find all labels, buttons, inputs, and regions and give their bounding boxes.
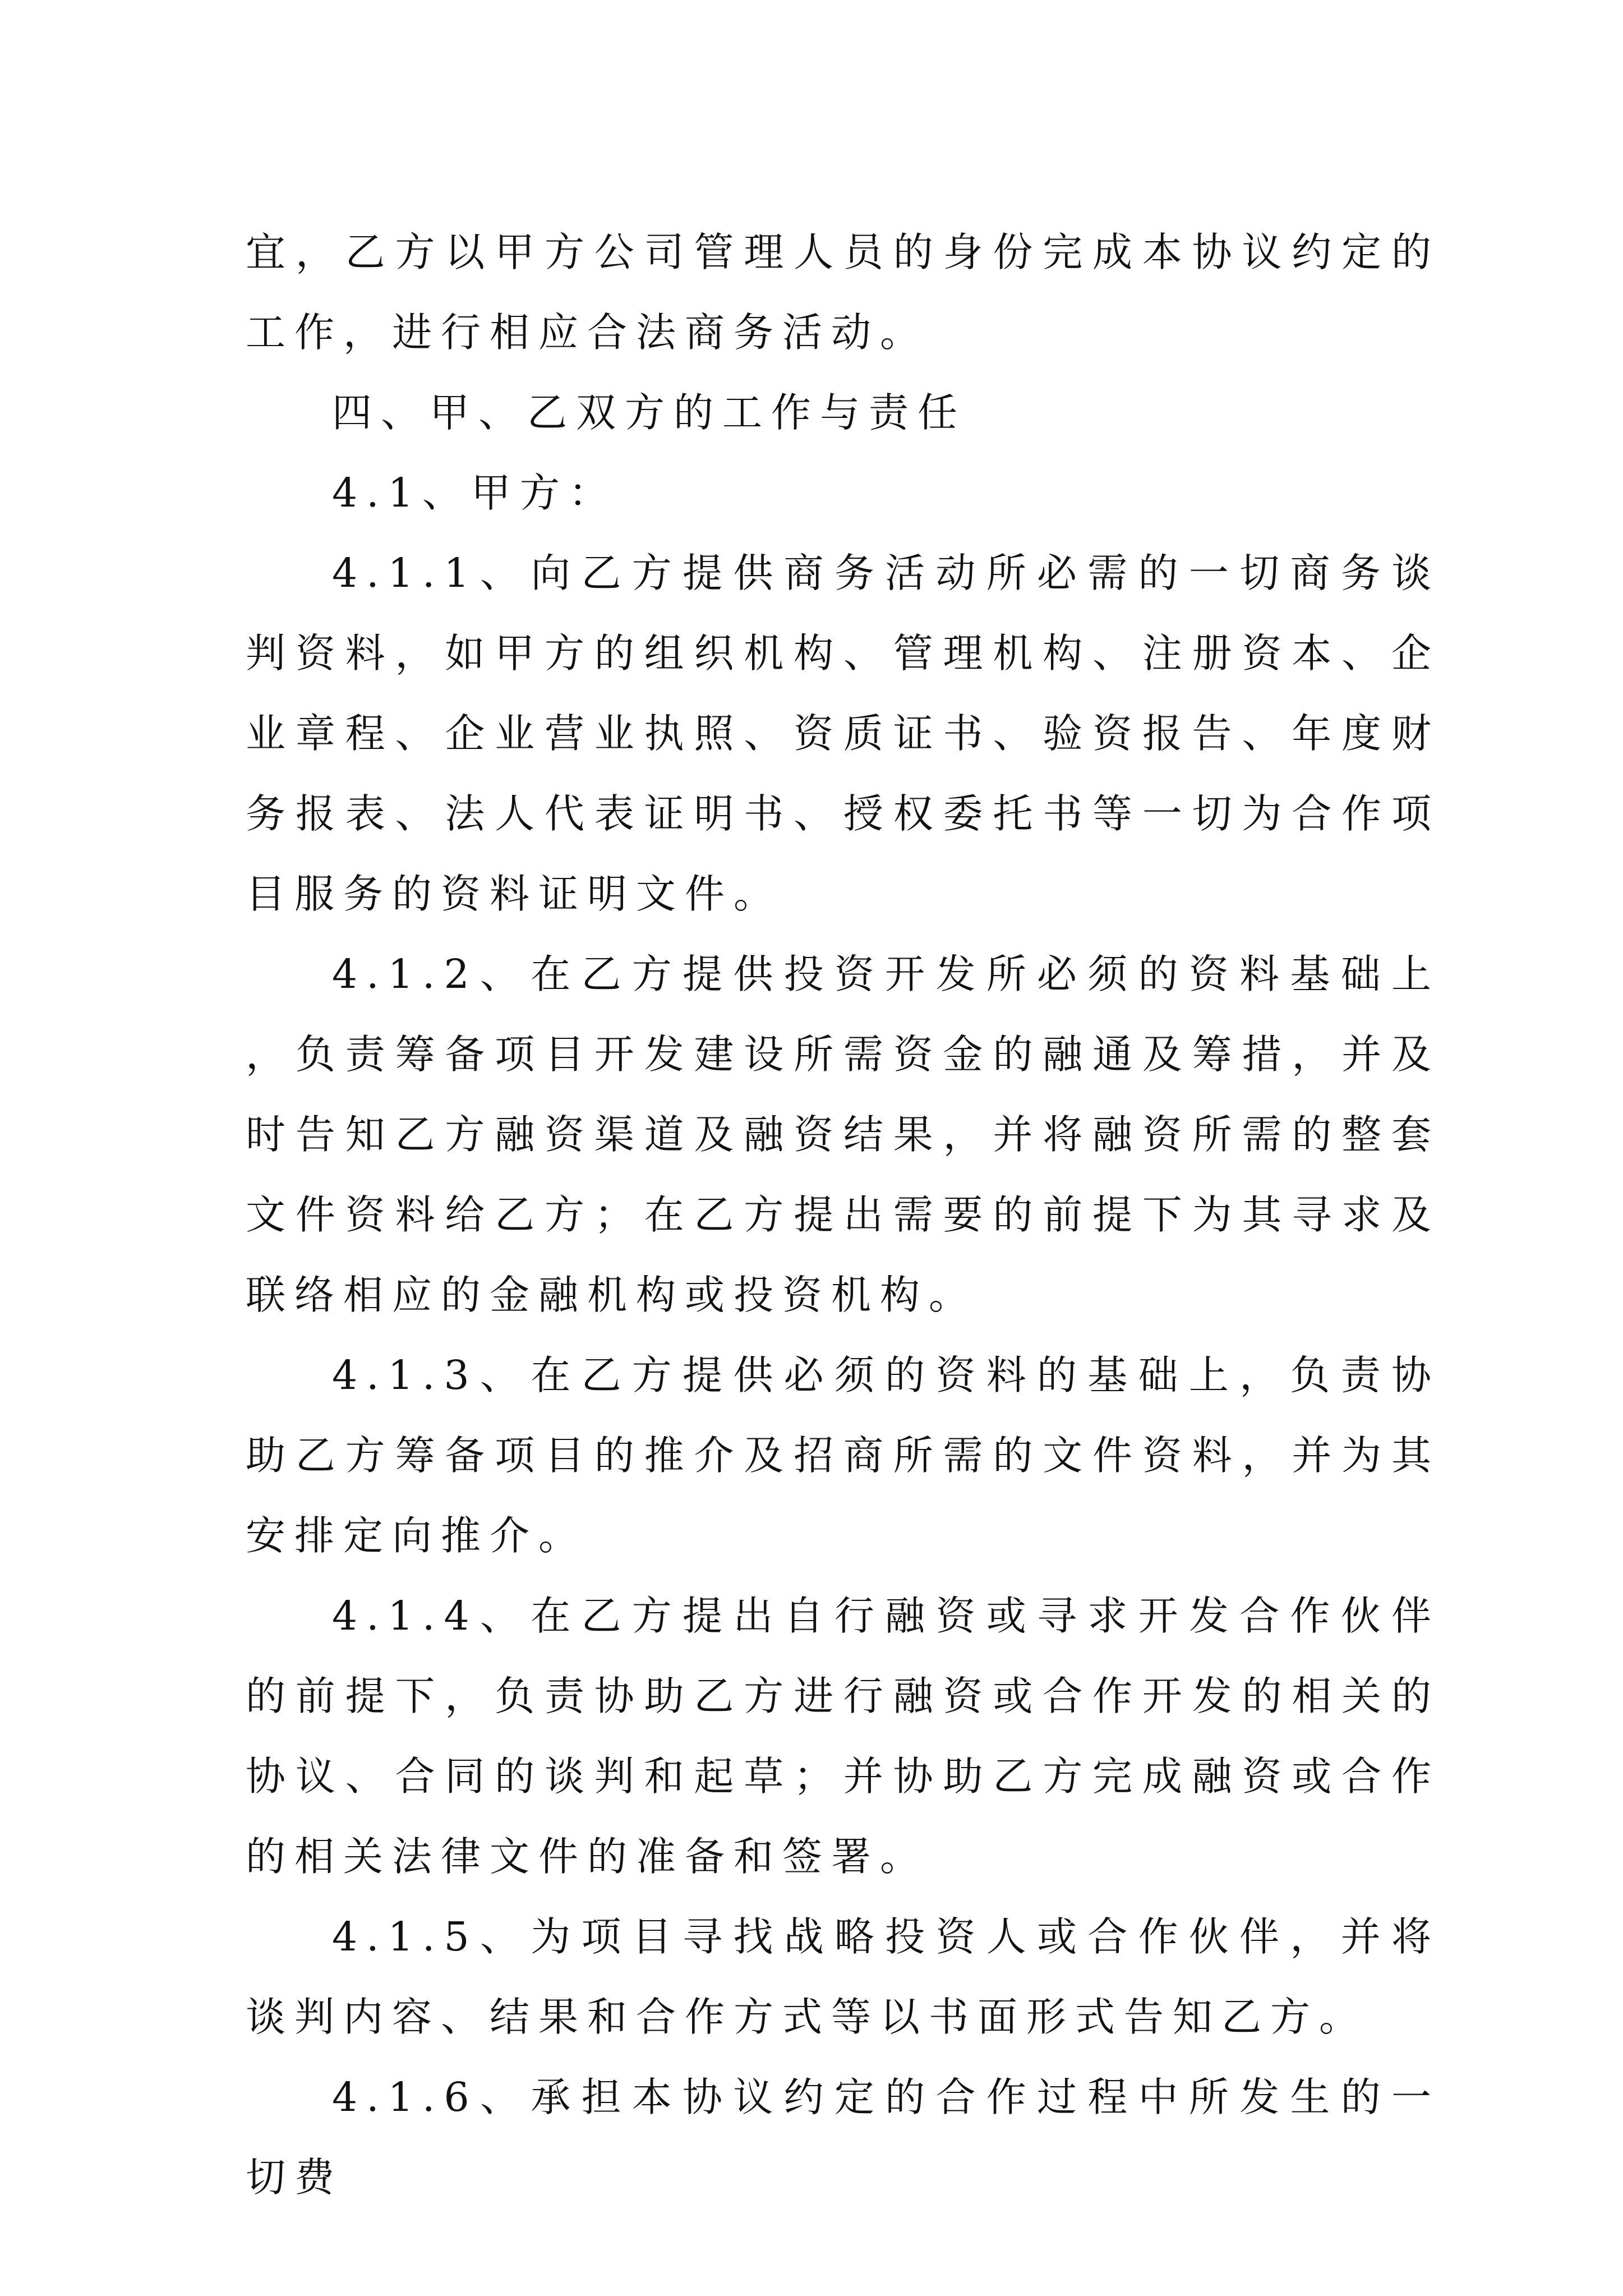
subsection-heading-4-1: 4.1、甲方：: [332, 470, 617, 516]
section-heading-4: 四、甲、乙双方的工作与责任: [332, 389, 967, 436]
clause-4-1-2: 4.1.2、在乙方提供投资开发所必须的资料基础上，负责筹备项目开发建设所需资金的融通及筹措，并及时告知乙方融资渠道及融资结果，并将融资所需的整套文件资料给乙方；在乙方提出需要的前提下为其寻求及联络相应的金融机构或投资机构。: [246, 951, 1440, 1318]
clause-4-1-3: 4.1.3、在乙方提供必须的资料的基础上，负责协助乙方筹备项目的推介及招商所需的文件资料，并为其安排定向推介。: [246, 1352, 1440, 1559]
clause-4-1-1: 4.1.1、向乙方提供商务活动所必需的一切商务谈判资料，如甲方的组织机构、管理机构、注册资本、企业章程、企业营业执照、资质证书、验资报告、年度财务报表、法人代表证明书、授权委托书等一切为合作项目服务的资料证明文件。: [246, 550, 1440, 917]
paragraph-continuation: 宜，乙方以甲方公司管理人员的身份完成本协议约定的工作，进行相应合法商务活动。: [246, 229, 1440, 356]
document-body: [246, 212, 1440, 2217]
clause-4-1-4: 4.1.4、在乙方提出自行融资或寻求开发合作伙伴的前提下，负责协助乙方进行融资或合作开发的相关的协议、合同的谈判和起草；并协助乙方完成融资或合作的相关法律文件的准备和签署。: [246, 1593, 1440, 1880]
clause-4-1-6: 4.1.6、承担本协议约定的合作过程中所发生的一切费: [246, 2074, 1440, 2201]
clause-4-1-5: 4.1.5、为项目寻找战略投资人或合作伙伴，并将谈判内容、结果和合作方式等以书面形式告知乙方。: [246, 1913, 1440, 2040]
